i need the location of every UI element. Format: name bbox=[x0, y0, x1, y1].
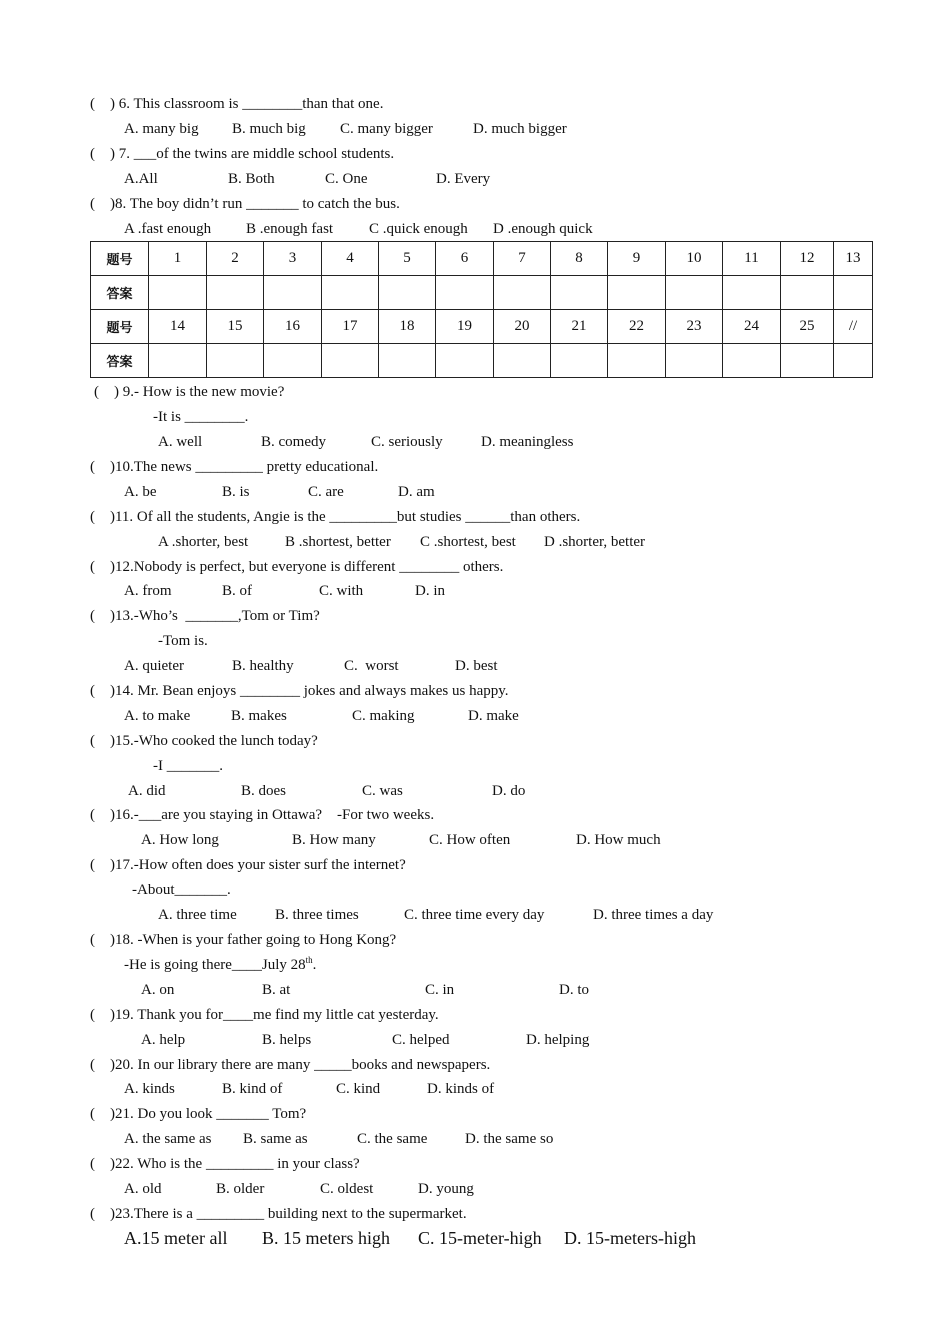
question-19: ( )19. Thank you for____me find my little cat yesterday. bbox=[90, 1007, 439, 1023]
q10-option-a: A. be bbox=[124, 484, 157, 500]
q9-reply: -It is ________. bbox=[153, 409, 249, 425]
q17-option-b: B. three times bbox=[275, 907, 359, 923]
answer-cell[interactable] bbox=[723, 344, 781, 378]
q21-option-b: B. same as bbox=[243, 1131, 308, 1147]
q22-option-b: B. older bbox=[216, 1181, 265, 1197]
q19-option-b: B. helps bbox=[262, 1032, 312, 1048]
question-13: ( )13.-Who’s _______,Tom or Tim? bbox=[90, 608, 320, 624]
q18-option-a: A. on bbox=[141, 982, 175, 998]
answer-cell[interactable] bbox=[379, 344, 436, 378]
q22-option-a: A. old bbox=[124, 1181, 162, 1197]
answer-cell[interactable] bbox=[781, 344, 834, 378]
q7-option-a: A.All bbox=[124, 171, 158, 187]
q11-option-d: D .shorter, better bbox=[544, 534, 646, 550]
q22-option-c: C. oldest bbox=[320, 1181, 374, 1197]
q14-option-a: A. to make bbox=[124, 708, 191, 724]
q11-option-b: B .shortest, better bbox=[285, 534, 391, 550]
q12-option-a: A. from bbox=[124, 583, 172, 599]
q12-option-b: B. of bbox=[222, 583, 252, 599]
table-cell: 14 bbox=[149, 310, 207, 344]
q15-option-d: D. do bbox=[492, 783, 526, 799]
table-cell: 18 bbox=[379, 310, 436, 344]
q13-option-d: D. best bbox=[455, 658, 498, 674]
q14-option-b: B. makes bbox=[231, 708, 287, 724]
answer-cell[interactable] bbox=[551, 276, 608, 310]
q15-option-b: B. does bbox=[241, 783, 286, 799]
q7-option-d: D. Every bbox=[436, 171, 491, 187]
q10-option-d: D. am bbox=[398, 484, 435, 500]
q9-option-b: B. comedy bbox=[261, 434, 326, 450]
q19-option-d: D. helping bbox=[526, 1032, 590, 1048]
q8-option-d: D .enough quick bbox=[493, 221, 593, 237]
table-row-answers-1 bbox=[91, 276, 873, 310]
table-cell: 1 bbox=[149, 242, 207, 276]
q23-option-a: A.15 meter all bbox=[124, 1228, 228, 1248]
q10-option-b: B. is bbox=[222, 484, 250, 500]
q21-option-d: D. the same so bbox=[465, 1131, 554, 1147]
table-cell: 9 bbox=[608, 242, 666, 276]
answer-label: 答案 bbox=[91, 276, 149, 310]
question-10: ( )10.The news _________ pretty educational. bbox=[90, 459, 379, 475]
answer-cell[interactable] bbox=[264, 344, 322, 378]
q20-option-d: D. kinds of bbox=[427, 1081, 495, 1097]
q22-option-d: D. young bbox=[418, 1181, 474, 1197]
answer-cell[interactable] bbox=[436, 344, 494, 378]
q16-option-c: C. How often bbox=[429, 832, 511, 848]
question-8: ( )8. The boy didn’t run _______ to catch the bus. bbox=[90, 196, 400, 212]
table-row-answers-2 bbox=[91, 344, 873, 378]
answer-cell[interactable] bbox=[436, 276, 494, 310]
table-cell: 20 bbox=[494, 310, 551, 344]
question-16: ( )16.-___are you staying in Ottawa? -For two weeks. bbox=[90, 807, 435, 823]
table-cell: 10 bbox=[666, 242, 723, 276]
q18-reply-text: -He is going there____July 28 bbox=[124, 957, 306, 973]
q6-option-c: C. many bigger bbox=[340, 121, 433, 137]
q20-option-c: C. kind bbox=[336, 1081, 381, 1097]
q13-option-c: C. worst bbox=[344, 658, 399, 674]
table-cell: 5 bbox=[379, 242, 436, 276]
q21-option-a: A. the same as bbox=[124, 1131, 212, 1147]
q7-option-b: B. Both bbox=[228, 171, 275, 187]
table-row-numbers-1 bbox=[91, 242, 873, 276]
question-7: ( ) 7. ___of the twins are middle school students. bbox=[90, 146, 395, 162]
q13-option-b: B. healthy bbox=[232, 658, 294, 674]
table-cell: 12 bbox=[781, 242, 834, 276]
table-cell: 15 bbox=[207, 310, 264, 344]
answer-cell[interactable] bbox=[608, 344, 666, 378]
table-cell: 19 bbox=[436, 310, 494, 344]
question-12: ( )12.Nobody is perfect, but everyone is different ________ others. bbox=[90, 559, 504, 575]
answer-cell[interactable] bbox=[608, 276, 666, 310]
answer-cell[interactable] bbox=[834, 276, 873, 310]
q6-option-d: D. much bigger bbox=[473, 121, 567, 137]
table-cell: // bbox=[834, 310, 873, 344]
q15-option-a: A. did bbox=[128, 783, 166, 799]
table-cell: 2 bbox=[207, 242, 264, 276]
answer-cell[interactable] bbox=[379, 276, 436, 310]
answer-cell[interactable] bbox=[264, 276, 322, 310]
question-22: ( )22. Who is the _________ in your class? bbox=[90, 1156, 360, 1172]
answer-label: 答案 bbox=[91, 344, 149, 378]
q19-option-a: A. help bbox=[141, 1032, 186, 1048]
q9-option-d: D. meaningless bbox=[481, 434, 574, 450]
q12-option-c: C. with bbox=[319, 583, 364, 599]
table-cell: 8 bbox=[551, 242, 608, 276]
question-20: ( )20. In our library there are many _____books and newspapers. bbox=[90, 1057, 491, 1073]
question-14: ( )14. Mr. Bean enjoys ________ jokes and always makes us happy. bbox=[90, 683, 509, 699]
question-9: ( ) 9.- How is the new movie? bbox=[94, 384, 285, 400]
q9-option-a: A. well bbox=[158, 434, 203, 450]
q14-option-c: C. making bbox=[352, 708, 415, 724]
answer-cell[interactable] bbox=[494, 276, 551, 310]
answer-cell[interactable] bbox=[666, 276, 723, 310]
table-row-numbers-2 bbox=[91, 310, 873, 344]
table-cell: 25 bbox=[781, 310, 834, 344]
answer-cell[interactable] bbox=[322, 344, 379, 378]
question-21: ( )21. Do you look _______ Tom? bbox=[90, 1106, 307, 1122]
q6-option-a: A. many big bbox=[124, 121, 199, 137]
table-cell: 23 bbox=[666, 310, 723, 344]
q16-option-b: B. How many bbox=[292, 832, 376, 848]
answer-cell[interactable] bbox=[781, 276, 834, 310]
q23-option-d: D. 15-meters-high bbox=[564, 1228, 696, 1248]
q14-option-d: D. make bbox=[468, 708, 519, 724]
q18-reply-superscript: th bbox=[305, 955, 313, 965]
question-23: ( )23.There is a _________ building next to the supermarket. bbox=[90, 1206, 467, 1222]
answer-table bbox=[90, 241, 873, 378]
q6-option-b: B. much big bbox=[232, 121, 306, 137]
answer-cell[interactable] bbox=[666, 344, 723, 378]
question-17: ( )17.-How often does your sister surf the internet? bbox=[90, 857, 406, 873]
question-6: ( ) 6. This classroom is ________than that one. bbox=[90, 96, 384, 112]
q8-option-a: A .fast enough bbox=[124, 221, 212, 237]
table-cell: 4 bbox=[322, 242, 379, 276]
answer-cell[interactable] bbox=[494, 344, 551, 378]
answer-cell[interactable] bbox=[834, 344, 873, 378]
answer-cell[interactable] bbox=[723, 276, 781, 310]
q8-option-b: B .enough fast bbox=[246, 221, 334, 237]
table-cell: 11 bbox=[723, 242, 781, 276]
table-cell: 22 bbox=[608, 310, 666, 344]
q16-option-d: D. How much bbox=[576, 832, 661, 848]
q13-option-a: A. quieter bbox=[124, 658, 184, 674]
q18-reply bbox=[124, 956, 316, 974]
q20-option-a: A. kinds bbox=[124, 1081, 175, 1097]
number-label: 题号 bbox=[91, 310, 149, 344]
answer-cell[interactable] bbox=[551, 344, 608, 378]
question-11: ( )11. Of all the students, Angie is the _________but studies ______than others. bbox=[90, 509, 581, 525]
answer-cell[interactable] bbox=[149, 276, 207, 310]
q18-option-b: B. at bbox=[262, 982, 291, 998]
table-cell: 24 bbox=[723, 310, 781, 344]
q15-option-c: C. was bbox=[362, 783, 403, 799]
q20-option-b: B. kind of bbox=[222, 1081, 283, 1097]
q10-option-c: C. are bbox=[308, 484, 344, 500]
q17-option-c: C. three time every day bbox=[404, 907, 545, 923]
q19-option-c: C. helped bbox=[392, 1032, 450, 1048]
q9-option-c: C. seriously bbox=[371, 434, 443, 450]
answer-cell[interactable] bbox=[149, 344, 207, 378]
q13-reply: -Tom is. bbox=[158, 633, 208, 649]
table-cell: 3 bbox=[264, 242, 322, 276]
table-cell: 21 bbox=[551, 310, 608, 344]
q18-option-d: D. to bbox=[559, 982, 589, 998]
q18-reply-end: . bbox=[312, 957, 317, 973]
answer-cell[interactable] bbox=[322, 276, 379, 310]
q8-option-c: C .quick enough bbox=[369, 221, 468, 237]
question-18: ( )18. -When is your father going to Hong Kong? bbox=[90, 932, 397, 948]
table-cell: 6 bbox=[436, 242, 494, 276]
q11-option-c: C .shortest, best bbox=[420, 534, 516, 550]
q7-option-c: C. One bbox=[325, 171, 368, 187]
number-label: 题号 bbox=[91, 242, 149, 276]
q12-option-d: D. in bbox=[415, 583, 445, 599]
q15-reply: -I _______. bbox=[153, 758, 223, 774]
q16-option-a: A. How long bbox=[141, 832, 219, 848]
table-cell: 17 bbox=[322, 310, 379, 344]
table-cell: 7 bbox=[494, 242, 551, 276]
table-cell: 13 bbox=[834, 242, 873, 276]
q23-option-b: B. 15 meters high bbox=[262, 1228, 390, 1248]
q11-option-a: A .shorter, best bbox=[158, 534, 249, 550]
question-15: ( )15.-Who cooked the lunch today? bbox=[90, 733, 318, 749]
q21-option-c: C. the same bbox=[357, 1131, 428, 1147]
answer-cell[interactable] bbox=[207, 344, 264, 378]
q17-option-d: D. three times a day bbox=[593, 907, 714, 923]
q23-option-c: C. 15-meter-high bbox=[418, 1228, 542, 1248]
q18-option-c: C. in bbox=[425, 982, 455, 998]
q17-option-a: A. three time bbox=[158, 907, 237, 923]
q17-reply: -About_______. bbox=[132, 882, 231, 898]
answer-cell[interactable] bbox=[207, 276, 264, 310]
table-cell: 16 bbox=[264, 310, 322, 344]
